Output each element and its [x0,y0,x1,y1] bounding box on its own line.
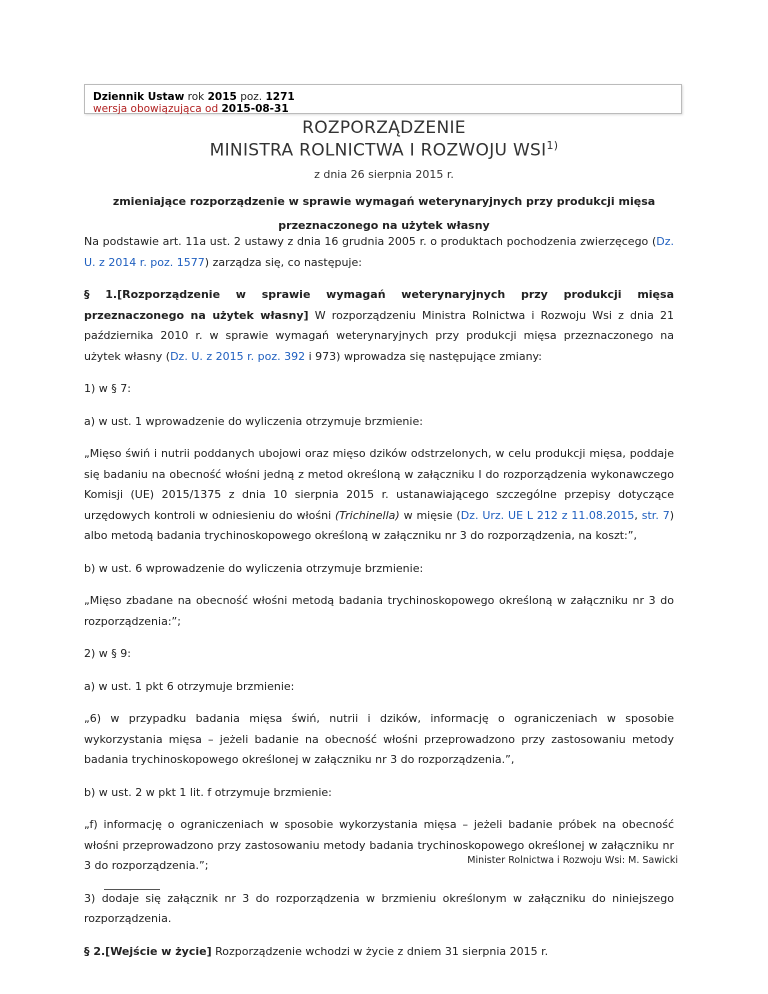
paragraph-2-text: Rozporządzenie wchodzi w życie z dniem 31 sierpnia 2015 r. [211,944,549,958]
preamble [84,232,674,273]
document-date: z dnia 26 sierpnia 2015 r. [314,168,454,181]
version-label: wersja obowiązująca od [93,103,219,115]
preamble-link[interactable]: Dz. U. z 2014 r. poz. 1577 [84,235,674,269]
signature: Minister Rolnictwa i Rozwoju Wsi: M. Sawicki [467,855,678,866]
item-3: 3) dodaje się załącznik nr 3 do rozporządzenia w brzmieniu określonym w załączniku do niniejszego rozporządzenia. [84,891,674,925]
version-date: 2015-08-31 [221,103,289,115]
document-header-box [84,84,682,114]
quote-1-text: „Mięso świń i nutrii poddanych ubojowi oraz mięso dzików odstrzelonych, w celu produkcji mięsa, poddaje się badaniu na obecność włośni jedną z metod określoną w załączniku I do rozporządzenia wykonawczego Komisji (UE) 2015/1375 z dnia 10 sierpnia 2015 r. ustanawiającego szczególne przepisy dotyczące urzędowych kontroli w odniesieniu do włośni [84,447,674,522]
paragraph-1 [84,285,674,367]
journal-name: Dziennik Ustaw [93,91,185,103]
position-value: 1271 [265,91,295,103]
year-value: 2015 [207,91,237,103]
quote-2: „Mięso zbadane na obecność włośni metodą badania trychinoskopowego określoną w załączniku nr 3 do rozporządzenia:”; [84,594,674,628]
footnote-divider [104,889,160,890]
paragraph-2 [84,942,674,963]
journal-line [93,91,681,103]
document-title-line1: ROZPORZĄDZENIE [302,118,466,138]
document-subject: zmieniające rozporządzenie w sprawie wymagań weterynaryjnych przy produkcji mięsa przeznaczonego na użytek własny [112,195,656,232]
item-1b: b) w ust. 6 wprowadzenie do wyliczenia otrzymuje brzmienie: [84,561,424,575]
issuer-name: MINISTRA ROLNICTWA I ROZWOJU WSI [209,140,547,161]
paragraph-1-text: W rozporządzeniu Ministra Rolnictwa i Rozwoju Wsi z dnia 21 października 2010 r. w sprawie wymagań weterynaryjnych przy produkcji mięsa przeznaczonego na użytek własny ( [84,308,674,363]
year-label: rok [187,91,205,103]
item-2a: a) w ust. 1 pkt 6 otrzymuje brzmienie: [84,679,295,693]
paragraph-2-heading: § 2.[Wejście w życie] [84,944,212,958]
quote-1-link-page[interactable]: str. 7 [641,508,670,522]
footnote-mark[interactable]: 1) [546,139,559,152]
quote-1 [84,444,674,547]
preamble-text-end: ) zarządza się, co następuje: [204,255,362,269]
item-1: 1) w § 7: [84,382,131,395]
paragraph-1-link[interactable]: Dz. U. z 2015 r. poz. 392 [170,349,306,363]
quote-1-italic: (Trichinella) [335,508,400,522]
version-line [93,103,681,115]
item-1a: a) w ust. 1 wprowadzenie do wyliczenia otrzymuje brzmienie: [84,414,423,428]
quote-3: „6) w przypadku badania mięsa świń, nutrii i dzików, informację o ograniczeniach w sposobie wykorzystania mięsa – jeżeli badanie na obecność włośni przeprowadzono przy zastosowaniu metody badania trychinoskopowego określonej w załączniku nr 3 do rozporządzenia.”, [84,712,674,766]
quote-1-sep: , [634,508,642,522]
quote-1-text-end: ) albo metodą badania trychinoskopowego określoną w załączniku nr 3 do rozporządzenia, na koszt:”, [84,508,674,542]
paragraph-1-heading: § 1.[Rozporządzenie w sprawie wymagań weterynaryjnych przy produkcji mięsa przeznaczonego na użytek własny] [84,288,674,322]
quote-4: „f) informację o ograniczeniach w sposobie wykorzystania mięsa – jeżeli badanie próbek na obecność włośni przeprowadzono przy zastosowaniu metody badania trychinoskopowego określonej w załączniku nr 3 do rozporządzenia.”; [84,818,674,872]
quote-1-link-journal[interactable]: Dz. Urz. UE L 212 z 11.08.2015 [460,508,635,522]
paragraph-1-text-end: i 973) wprowadza się następujące zmiany: [305,349,542,363]
item-2: 2) w § 9: [84,647,131,660]
quote-1-mid: w mięsie ( [399,508,461,522]
item-2b: b) w ust. 2 w pkt 1 lit. f otrzymuje brzmienie: [84,785,332,799]
document-title-line2 [0,139,768,161]
preamble-text: Na podstawie art. 11a ust. 2 ustawy z dnia 16 grudnia 2005 r. o produktach pochodzenia zwierzęcego ( [84,235,657,248]
position-label: poz. [240,91,263,103]
